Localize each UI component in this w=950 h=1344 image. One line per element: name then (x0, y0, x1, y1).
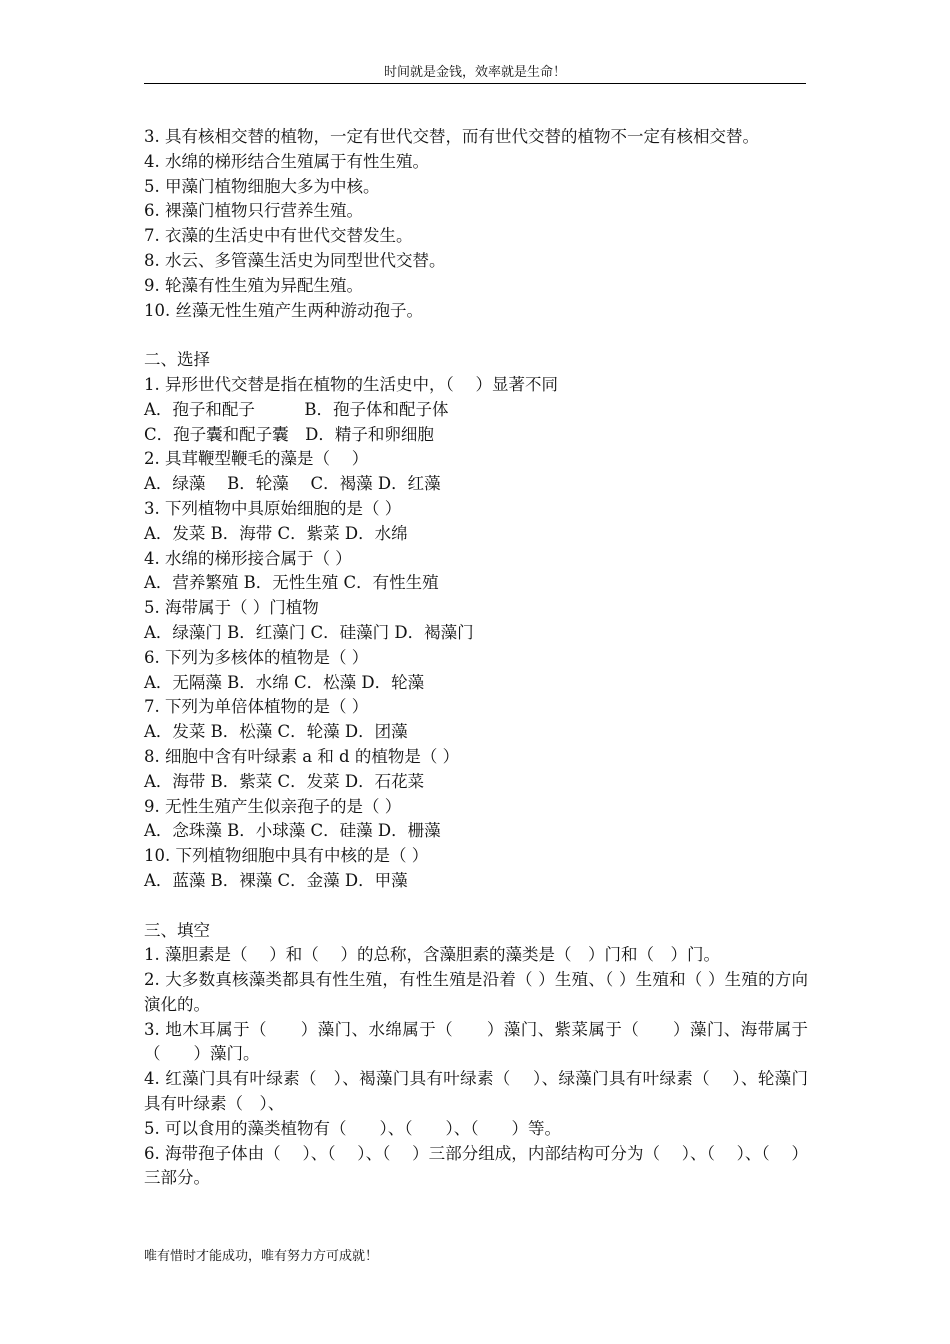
page-footer-motto: 唯有惜时才能成功，唯有努力方可成就！ (144, 1249, 379, 1264)
choice-line: A．无隔藻 B．水绵 C．松藻 D．轮藻 (144, 672, 425, 692)
page-header-motto: 时间就是金钱，效率就是生命！ (383, 65, 566, 80)
choice-line: A．营养繁殖 B．无性生殖 C．有性生殖 (144, 573, 439, 593)
choice-line: 6. 下列为多核体的植物是（ ） (144, 647, 369, 667)
choice-line: A．海带 B．紫菜 C．发菜 D．石花菜 (144, 771, 425, 791)
choice-line: 5. 海带属于（ ）门植物 (144, 598, 319, 618)
fill-item: 6. 海带孢子体由（ ）、（ ）、（ ）三部分组成，内部结构可分为（ ）、（ ）、（ ）三部分。 (144, 1143, 808, 1188)
choice-line: 10. 下列植物细胞中具有中核的是（ ） (144, 846, 429, 866)
tf-item: 3. 具有核相交替的植物，一定有世代交替，而有世代交替的植物不一定有核相交替。 (144, 127, 759, 146)
choice-line: A．孢子和配子 B．孢子体和配子体 (144, 399, 449, 419)
choice-section (144, 348, 808, 894)
choice-line: A．发菜 B．海带 C．紫菜 D．水绵 (144, 523, 408, 543)
true-false-section (144, 125, 808, 323)
tf-item: 6. 裸藻门植物只行营养生殖。 (144, 201, 363, 221)
choice-line: 7. 下列为单倍体植物的是（ ） (144, 697, 369, 717)
choice-line: 1. 异形世代交替是指在植物的生活史中，（ ）显著不同 (144, 374, 558, 394)
tf-item: 10. 丝藻无性生殖产生两种游动孢子。 (144, 300, 423, 320)
fill-item: 5. 可以食用的藻类植物有（ ）、（ ）、（ ）等。 (144, 1118, 561, 1138)
fill-item: 1. 藻胆素是（ ）和（ ）的总称，含藻胆素的藻类是（ ）门和（ ）门。 (144, 945, 720, 965)
choice-line: A．念珠藻 B．小球藻 C．硅藻 D．栅藻 (144, 821, 441, 841)
choice-line: 8. 细胞中含有叶绿素 a 和 d 的植物是（ ） (144, 746, 460, 766)
tf-item: 7. 衣藻的生活史中有世代交替发生。 (144, 226, 413, 246)
section-title-choice: 二、选择 (144, 350, 210, 370)
choice-line: A．绿藻门 B．红藻门 C．硅藻门 D．褐藻门 (144, 622, 474, 642)
choice-line: 9. 无性生殖产生似亲孢子的是（ ） (144, 796, 402, 816)
choice-line: C．孢子囊和配子囊 D．精子和卵细胞 (144, 424, 434, 444)
fill-section (144, 919, 808, 1192)
tf-item: 8. 水云、多管藻生活史为同型世代交替。 (144, 250, 446, 270)
section-title-fill: 三、填空 (144, 920, 210, 940)
exam-content (144, 125, 808, 1191)
choice-line: 4. 水绵的梯形接合属于（ ） (144, 548, 352, 568)
fill-item: 4. 红藻门具有叶绿素（ ）、褐藻门具有叶绿素（ ）、绿藻门具有叶绿素（ ）、轮藻门具有叶绿素（ ）、 (144, 1069, 808, 1114)
tf-item: 5. 甲藻门植物细胞大多为中核。 (144, 176, 380, 196)
tf-item: 9. 轮藻有性生殖为异配生殖。 (144, 275, 363, 295)
fill-item: 3. 地木耳属于（ ）藻门、水绵属于（ ）藻门、紫菜属于（ ）藻门、海带属于（ ）藻门。 (144, 1019, 808, 1064)
choice-line: A．绿藻 B．轮藻 C．褐藻 D．红藻 (144, 474, 441, 494)
choice-line: 2. 具茸鞭型鞭毛的藻是（ ） (144, 449, 369, 469)
choice-line: 3. 下列植物中具原始细胞的是（ ） (144, 498, 402, 518)
choice-line: A．发菜 B．松藻 C．轮藻 D．团藻 (144, 722, 408, 742)
header-divider (144, 83, 806, 84)
choice-line: A．蓝藻 B．裸藻 C．金藻 D．甲藻 (144, 870, 408, 890)
fill-item: 2. 大多数真核藻类都具有性生殖，有性生殖是沿着（ ）生殖、（ ）生殖和（ ）生殖的方向演化的。 (144, 970, 808, 1014)
tf-item: 4. 水绵的梯形结合生殖属于有性生殖。 (144, 151, 429, 171)
